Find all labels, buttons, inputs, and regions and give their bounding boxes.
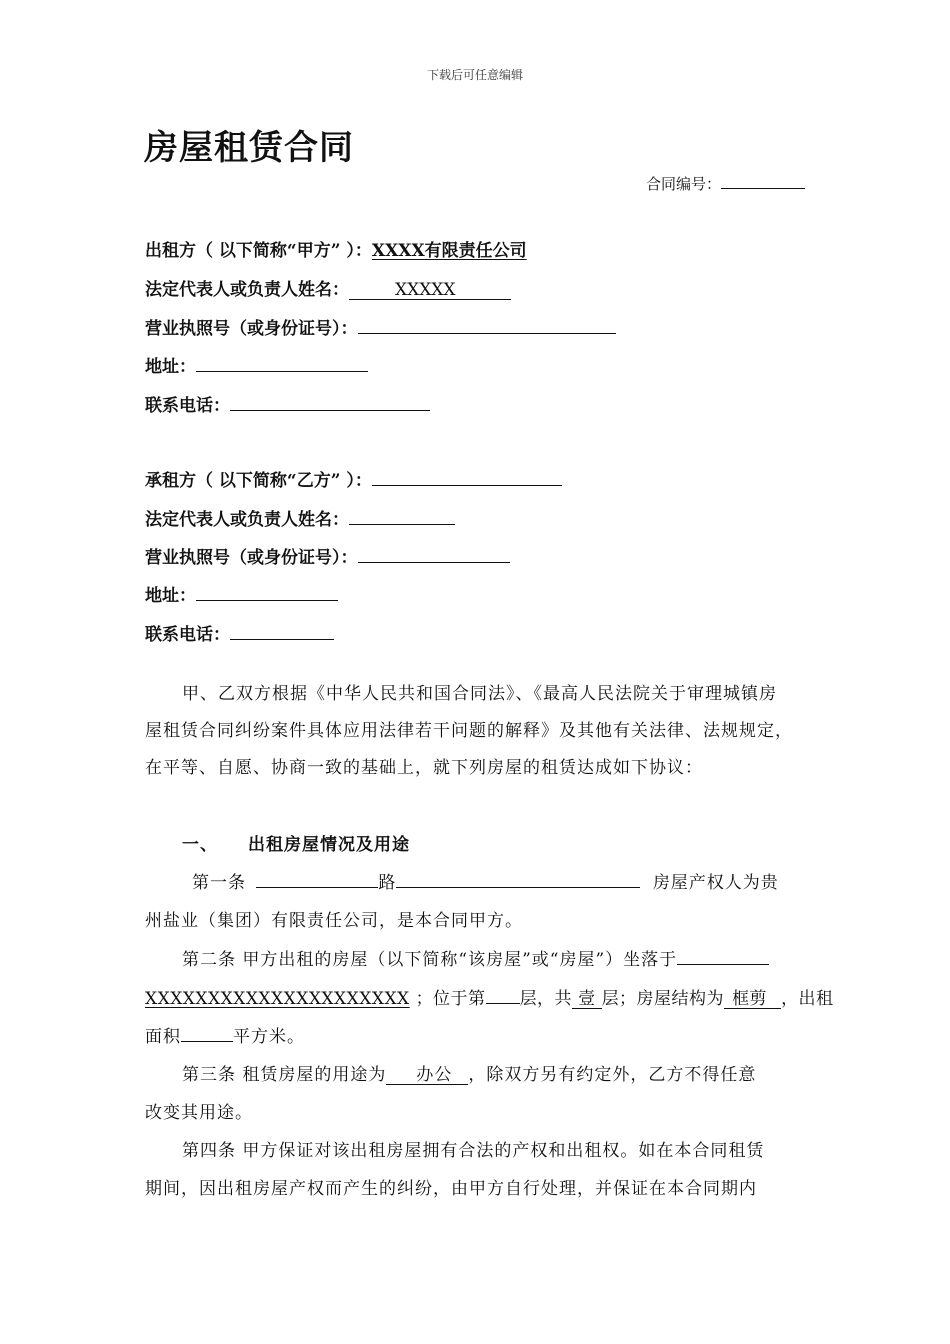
lessee-rep-label: 法定代表人或负责人姓名： xyxy=(145,510,349,530)
lessee-rep-row xyxy=(145,505,455,530)
article-2-floor-prefix: ；位于第 xyxy=(415,989,486,1009)
article-2-floors-total: 壹 xyxy=(572,990,602,1009)
article-3-line-2: 改变其用途。 xyxy=(145,1103,253,1123)
article-2-line-3 xyxy=(145,1022,305,1047)
lessee-license-blank xyxy=(358,547,510,563)
lessee-name-label: 承租方（ 以下简称“乙方” ）： xyxy=(145,471,372,491)
lessor-address-blank xyxy=(196,356,368,372)
lessee-rep-blank xyxy=(349,509,455,525)
lessee-address-label: 地址： xyxy=(145,586,196,606)
lessor-phone-label: 联系电话： xyxy=(145,396,230,416)
article-3-use-value: 办公 xyxy=(386,1066,468,1085)
preamble-line-2: 屋租赁合同纠纷案件具体应用法律若干问题的解释》及其他有关法律、法规规定， xyxy=(145,721,793,741)
preamble-line-3: 在平等、自愿、协商一致的基础上，就下列房屋的租赁达成如下协议： xyxy=(145,758,703,778)
article-2-floor-mid: 层，共 xyxy=(519,989,573,1009)
article-3-prefix: 第三条 租赁房屋的用途为 xyxy=(182,1065,387,1085)
lessor-name-value: XXXX有限责任公司 xyxy=(371,241,527,261)
article-2-area-suffix: ，出租 xyxy=(781,989,834,1009)
article-2-location-value: XXXXXXXXXXXXXXXXXXXXX xyxy=(145,989,410,1009)
article-2-structure-value: 框剪 xyxy=(724,990,781,1009)
section-1-number: 一、 xyxy=(182,835,218,855)
article-2-area-blank xyxy=(181,1026,233,1042)
article-2-line-2 xyxy=(145,984,834,1009)
lessee-phone-label: 联系电话： xyxy=(145,625,230,645)
article-1-road-label: 路 xyxy=(378,873,397,893)
lessor-rep-row xyxy=(145,275,511,300)
lessee-name-blank xyxy=(372,470,562,486)
article-1-address-blank xyxy=(396,872,640,888)
lessor-phone-row xyxy=(145,391,430,416)
article-1-line-2: 州盐业（集团）有限责任公司，是本合同甲方。 xyxy=(145,911,523,931)
article-4-line-1: 第四条 甲方保证对该出租房屋拥有合法的产权和出租权。如在本合同租赁 xyxy=(182,1141,765,1161)
lessee-license-row xyxy=(145,543,510,568)
lessee-address-row xyxy=(145,581,338,606)
lessor-license-row xyxy=(145,314,616,339)
lessor-rep-label: 法定代表人或负责人姓名： xyxy=(145,280,349,300)
article-2-structure-prefix: 层；房屋结构为 xyxy=(601,989,725,1009)
contract-number-field xyxy=(646,173,805,194)
article-1-line-1 xyxy=(192,868,779,893)
article-2-area-prefix: 面积 xyxy=(145,1027,181,1047)
lessee-phone-row xyxy=(145,620,334,645)
article-1-owner-text: 房屋产权人为贵 xyxy=(652,873,779,893)
lessor-name-label: 出租方（ 以下简称“甲方” ）： xyxy=(145,241,372,261)
lessor-phone-blank xyxy=(230,395,430,411)
article-4-line-2: 期间，因出租房屋产权而产生的纠纷，由甲方自行处理，并保证在本合同期内 xyxy=(145,1179,757,1199)
article-2-line-1 xyxy=(182,945,769,970)
article-2-text: 第二条 甲方出租的房屋（以下简称“该房屋”或“房屋”）坐落于 xyxy=(182,950,678,970)
article-2-location-blank xyxy=(677,949,769,965)
lessor-name-row xyxy=(145,236,527,261)
lessee-address-blank xyxy=(196,585,338,601)
lessor-license-label: 营业执照号（或身份证号）： xyxy=(145,319,358,339)
header-note: 下载后可任意编辑 xyxy=(426,68,523,82)
article-3-suffix: ，除双方另有约定外，乙方不得任意 xyxy=(468,1065,757,1085)
section-1-title: 出租房屋情况及用途 xyxy=(248,835,410,855)
lessor-address-label: 地址： xyxy=(145,357,196,377)
article-1-road-blank xyxy=(256,872,378,888)
section-1-heading xyxy=(182,830,410,855)
article-3-line-1 xyxy=(182,1060,756,1085)
lessor-rep-value: XXXXX xyxy=(349,281,511,300)
document-title: 房屋租赁合同 xyxy=(144,128,354,168)
contract-number-blank xyxy=(721,173,805,189)
article-2-floor-blank xyxy=(486,988,520,1004)
preamble-line-1: 甲、乙双方根据《中华人民共和国合同法》、《最高人民法院关于审理城镇房 xyxy=(182,684,777,704)
article-1-prefix: 第一条 xyxy=(192,873,246,893)
lessee-license-label: 营业执照号（或身份证号）： xyxy=(145,548,358,568)
lessor-address-row xyxy=(145,352,368,377)
contract-number-label: 合同编号： xyxy=(646,175,722,193)
lessee-phone-blank xyxy=(230,624,334,640)
article-2-area-unit: 平方米。 xyxy=(233,1027,305,1047)
lessee-name-row xyxy=(145,466,562,491)
lessor-license-blank xyxy=(358,318,616,334)
